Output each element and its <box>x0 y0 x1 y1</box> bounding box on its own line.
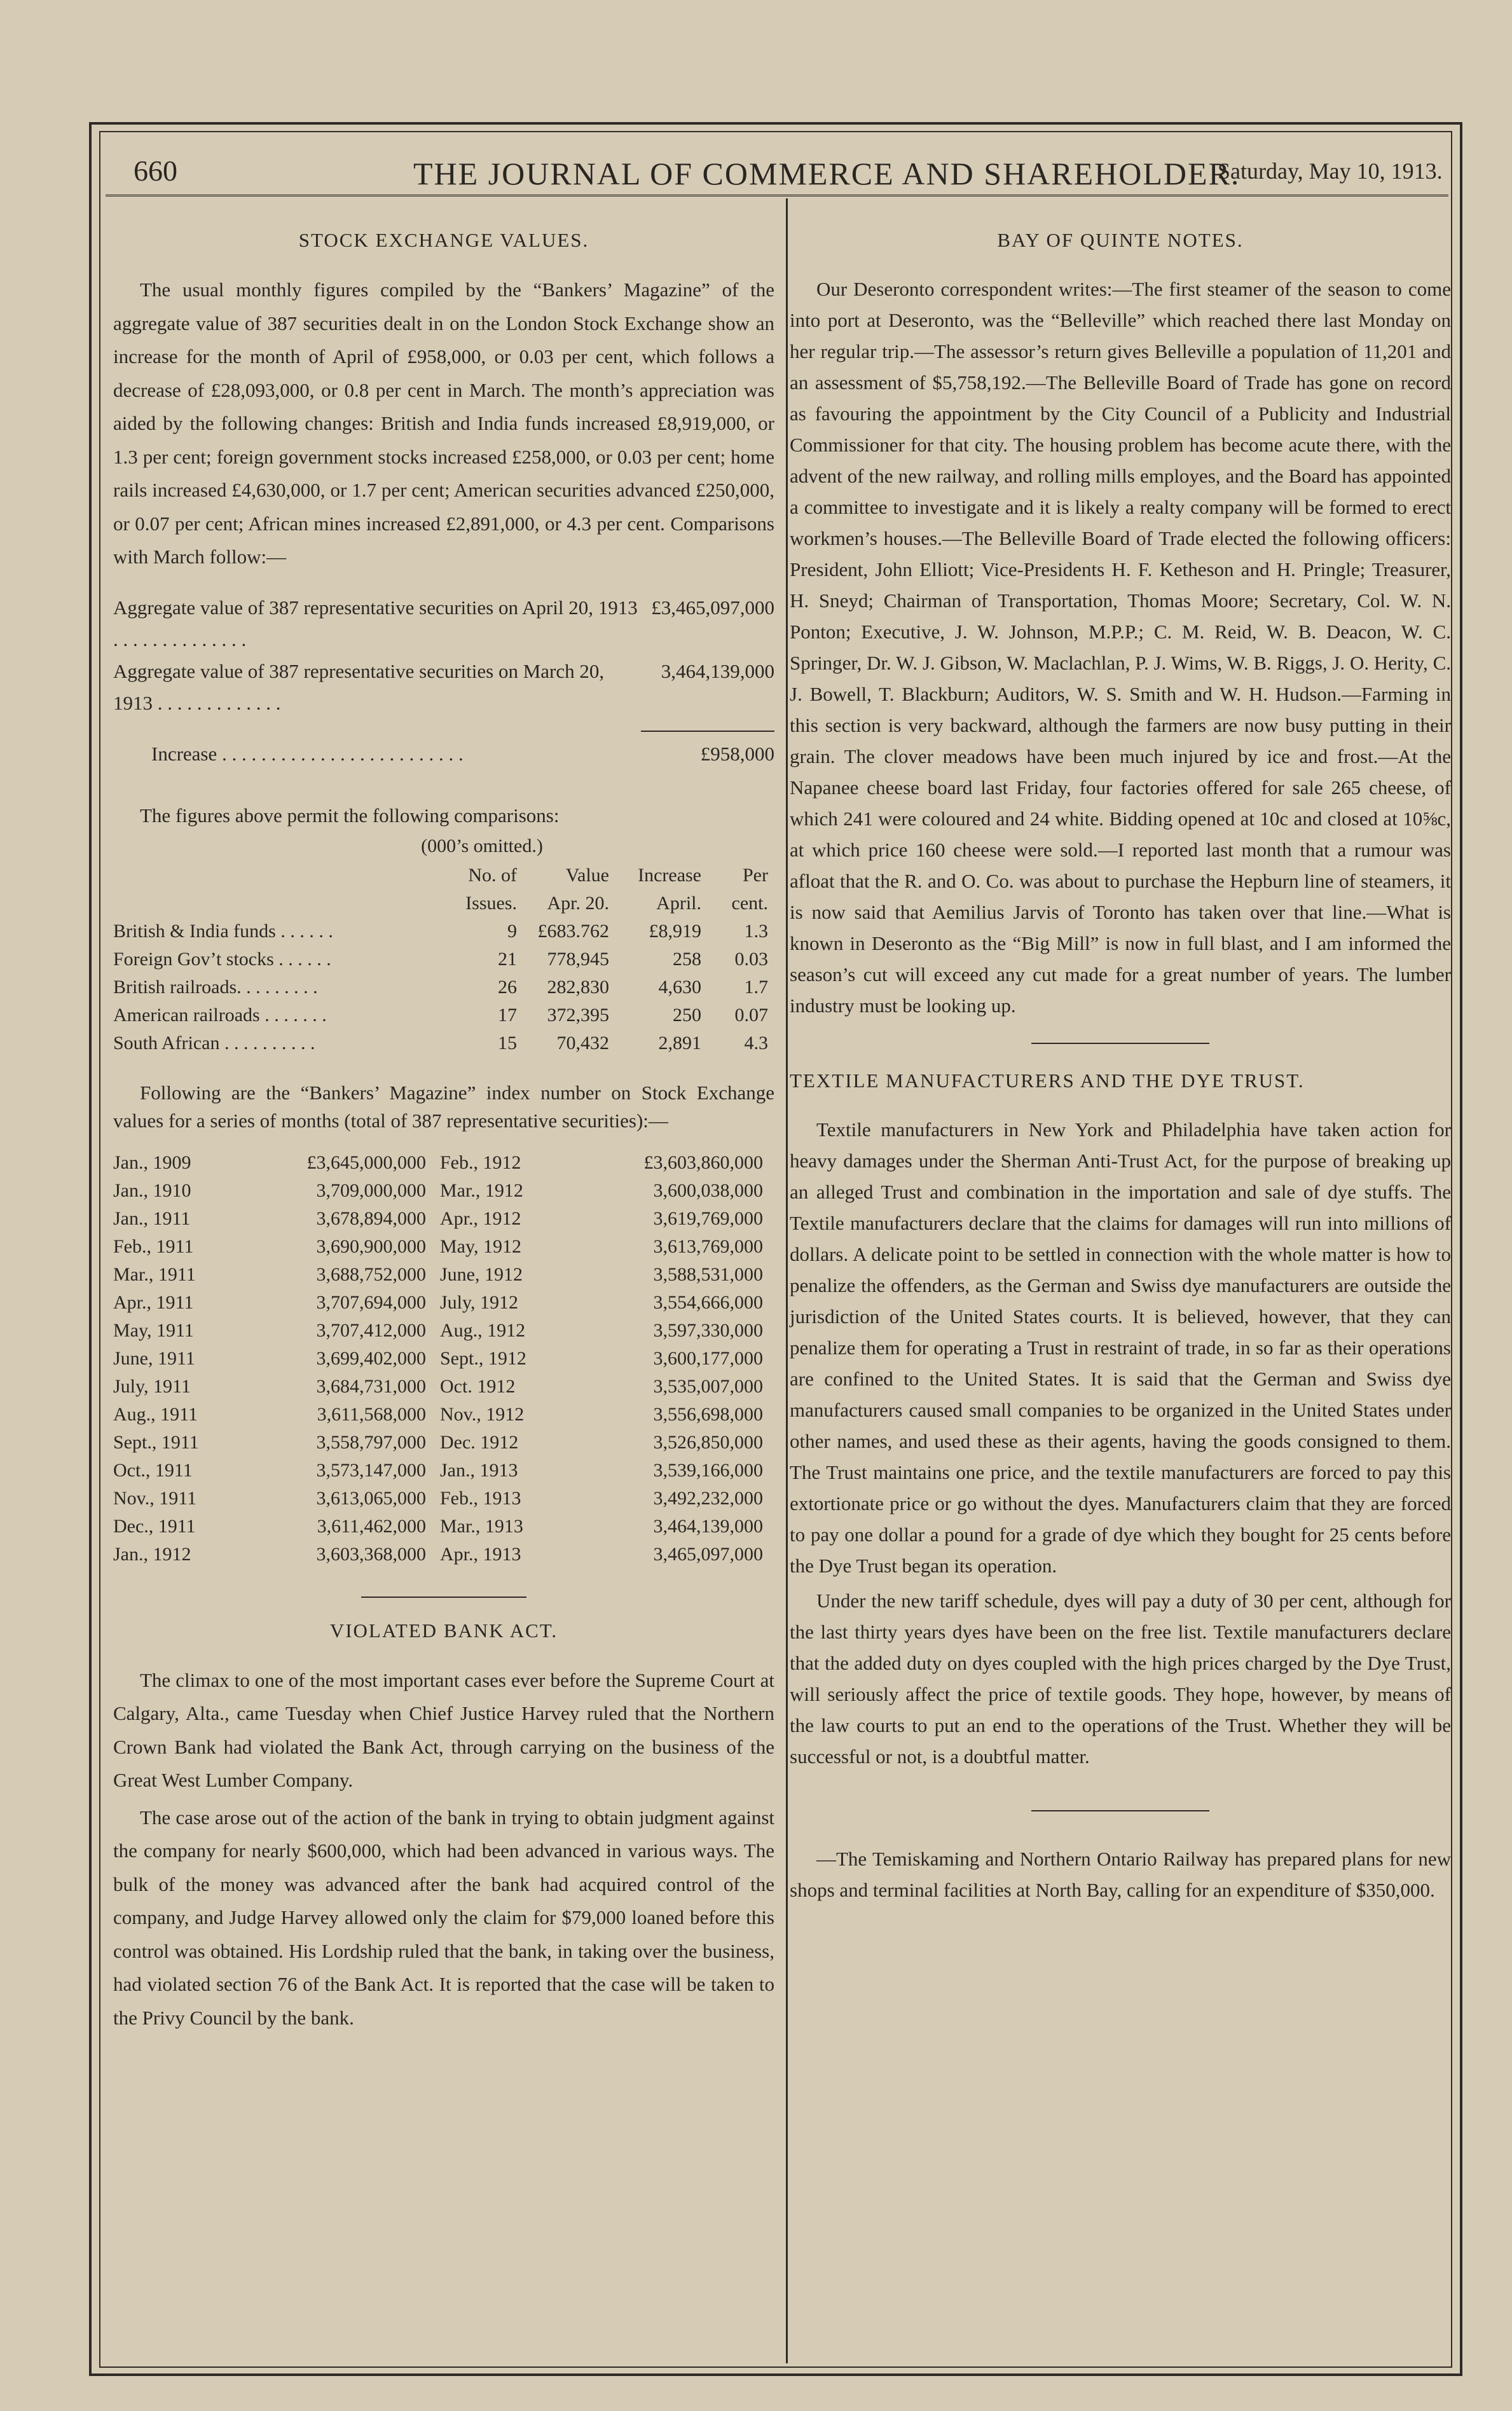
stock-exchange-para-1: The usual monthly figures compiled by the “Bankers’ Magazine” of the aggregate value of 387 securities dealt in on the London Stock Exchange show an increase for the month of April of £958,000, or 0.03 per cent, which follows a decrease of £28,093,000, or 0.8 per cent in March. The month’s appreciation was aided by the following changes: British and India funds increased £8,919,000, or 1.3 per cent; foreign government stocks increased £258,000, or 0.03 per cent; home rails increased £4,630,000, or 1.7 per cent; American securities advanced £250,000, or 0.07 per cent; African mines increased £2,891,000, or 4.3 per cent. Comparisons with March follow:— <box>113 278 774 568</box>
left-column <box>113 216 774 2038</box>
index-value-right: 3,556,698,000 <box>653 1403 763 1425</box>
index-month-right: July, 1912 <box>440 1291 519 1313</box>
col-issues-subheader: Issues. <box>465 892 517 914</box>
row-issues: 17 <box>498 1004 517 1026</box>
table-row <box>113 917 768 945</box>
railway-note: —The Temiskaming and Northern Ontario Railway has prepared plans for new shops and terminal facilities at North Bay, calling for an expenditure of $350,000. <box>790 1848 1451 1901</box>
row-issues: 21 <box>498 948 517 970</box>
section-rule <box>1031 1810 1209 1811</box>
index-table <box>113 1149 768 1569</box>
index-value-left: 3,613,065,000 <box>316 1487 426 1509</box>
table-row <box>113 1429 768 1457</box>
index-month-right: Mar., 1912 <box>440 1179 523 1201</box>
aggregate-march-value: 3,464,139,000 <box>661 659 774 682</box>
bank-act-heading: VIOLATED BANK ACT. <box>329 1619 558 1642</box>
index-value-left: 3,573,147,000 <box>316 1459 426 1481</box>
index-value-left: 3,611,462,000 <box>317 1515 426 1537</box>
bank-act-para-1: The climax to one of the most important cases ever before the Supreme Court at Calgary, Alta., came Tuesday when Chief Justice Harvey ruled that the Northern Crown Bank had violated the Bank Act, through carrying on the business of the Great West Lumber Company. <box>113 1668 774 1791</box>
table-row <box>113 1541 768 1569</box>
index-value-right: £3,603,860,000 <box>643 1151 763 1173</box>
page-number: 660 <box>134 155 177 187</box>
issue-date: Saturday, May 10, 1913. <box>1218 158 1443 184</box>
index-value-right: 3,554,666,000 <box>653 1291 763 1313</box>
table-row <box>113 945 768 973</box>
table-row <box>113 1513 768 1541</box>
aggregate-march <box>113 656 774 719</box>
index-month-left: Oct., 1911 <box>113 1459 193 1481</box>
index-value-right: 3,526,850,000 <box>653 1431 763 1453</box>
index-month-right: Dec. 1912 <box>440 1431 519 1453</box>
row-value: 70,432 <box>556 1032 609 1054</box>
col-increase-header: Increase <box>638 864 701 886</box>
table-row <box>113 1205 768 1233</box>
row-percent: 1.7 <box>744 976 768 998</box>
section-rule <box>361 1597 526 1598</box>
index-month-right: Feb., 1912 <box>440 1151 521 1173</box>
index-month-left: May, 1911 <box>113 1319 194 1341</box>
index-value-left: £3,645,000,000 <box>306 1151 426 1173</box>
increase-value: £958,000 <box>700 742 774 765</box>
stock-exchange-para-3: Following are the “Bankers’ Magazine” index number on Stock Exchange values for a series of months (total of 387 representative securities):— <box>113 1081 774 1132</box>
table-row <box>113 1233 768 1261</box>
index-month-left: Apr., 1911 <box>113 1291 194 1313</box>
index-value-left: 3,688,752,000 <box>316 1263 426 1285</box>
table-row <box>113 1317 768 1345</box>
index-value-left: 3,558,797,000 <box>316 1431 426 1453</box>
row-increase: 2,891 <box>658 1032 701 1054</box>
table-row <box>113 1149 768 1177</box>
comparison-header-row-2 <box>113 890 768 917</box>
row-name: Foreign Gov’t stocks . . . . . . <box>113 948 331 970</box>
row-value: 372,395 <box>547 1004 609 1026</box>
index-month-left: Dec., 1911 <box>113 1515 196 1537</box>
index-value-right: 3,464,139,000 <box>653 1515 763 1537</box>
index-month-right: Feb., 1913 <box>440 1487 521 1509</box>
row-issues: 9 <box>507 920 517 942</box>
index-month-left: Sept., 1911 <box>113 1431 199 1453</box>
index-value-right: 3,613,769,000 <box>653 1235 763 1257</box>
index-month-right: Apr., 1912 <box>440 1207 521 1229</box>
comparison-header-row-1 <box>113 862 768 890</box>
index-value-left: 3,699,402,000 <box>316 1347 426 1369</box>
section-rule <box>1031 1043 1209 1044</box>
index-value-right: 3,539,166,000 <box>653 1459 763 1481</box>
row-percent: 4.3 <box>744 1032 768 1054</box>
journal-title: THE JOURNAL OF COMMERCE AND SHAREHOLDER. <box>413 156 1241 191</box>
table-row <box>113 1001 768 1029</box>
index-value-right: 3,600,177,000 <box>653 1347 763 1369</box>
index-month-left: Jan., 1912 <box>113 1543 191 1565</box>
col-percent-subheader: cent. <box>731 892 768 914</box>
column-rule <box>786 198 788 2363</box>
index-month-right: Apr., 1913 <box>440 1543 521 1565</box>
aggregate-block <box>113 592 774 770</box>
index-value-right: 3,597,330,000 <box>653 1319 763 1341</box>
row-percent: 0.03 <box>734 948 768 970</box>
index-value-right: 3,588,531,000 <box>653 1263 763 1285</box>
index-month-right: May, 1912 <box>440 1235 522 1257</box>
row-value: 282,830 <box>547 976 609 998</box>
index-month-left: Jan., 1910 <box>113 1179 191 1201</box>
index-month-left: June, 1911 <box>113 1347 195 1369</box>
col-increase-subheader: April. <box>656 892 701 914</box>
right-column <box>790 216 1451 1909</box>
aggregate-april <box>113 592 774 656</box>
bank-act-para-2: The case arose out of the action of the bank in trying to obtain judgment against the company for nearly $600,000, which had been advanced in various ways. The bulk of the money was advanced after the bank had acquired control of the company, and Judge Harvey allowed only the claim for $79,000 loaned before this control was obtained. His Lordship ruled that the bank, in taking over the business, had violated section 76 of the Bank Act. It is reported that the case will be taken to the Privy Council by the bank. <box>113 1806 774 2029</box>
index-month-left: Nov., 1911 <box>113 1487 197 1509</box>
col-value-header: Value <box>565 864 609 886</box>
index-month-right: Nov., 1912 <box>440 1403 525 1425</box>
textile-heading: TEXTILE MANUFACTURERS AND THE DYE TRUST. <box>790 1069 1305 1092</box>
page-header <box>127 151 1450 196</box>
stock-exchange-para-2: The figures above permit the following comparisons: <box>140 804 560 827</box>
table-row <box>113 1177 768 1205</box>
row-increase: 258 <box>673 948 701 970</box>
textile-para-1: Textile manufacturers in New York and Philadelphia have taken action for heavy damages under the Sherman Anti-Trust Act, for the purpose of breaking up an alleged Trust and combination in the importation and sale of dye stuffs. The Textile manufacturers declare that the claims for damages will run into millions of dollars. A delicate point to be settled in connection with the whole matter is how to penalize the offenders, as the German and Swiss dye manufacturers are outside the jurisdiction of the United States courts. It is believed, however, that they can penalize them for operating a Trust in restraint of trade, in so far as their operations are confined to the United States. It is said that the German and Swiss dye manufacturers caused small companies to be organized in the United States under other names, and used these as their agents, having the goods consigned to them. The Trust maintains one price, and the textile manufacturers are forced to pay this extortionate price or go without the dyes. Manufacturers claim that they are forced to pay one dollar a pound for a grade of dye which they bought for 25 cents before the Dye Trust began its operation. <box>790 1118 1451 1577</box>
index-value-left: 3,690,900,000 <box>316 1235 426 1257</box>
table-row <box>113 1373 768 1401</box>
stock-exchange-heading: STOCK EXCHANGE VALUES. <box>298 229 589 251</box>
aggregate-march-label: Aggregate value of 387 representative securities on March 20, 1913 . . . . . . . . . . . . . <box>113 659 605 714</box>
comparison-table <box>113 862 768 1057</box>
index-month-right: Jan., 1913 <box>440 1459 518 1481</box>
table-row <box>113 1029 768 1057</box>
index-month-right: Mar., 1913 <box>440 1515 523 1537</box>
row-increase: 250 <box>673 1004 701 1026</box>
index-month-left: Mar., 1911 <box>113 1263 196 1285</box>
row-value: £683.762 <box>537 920 609 942</box>
index-value-left: 3,707,412,000 <box>316 1319 426 1341</box>
row-name: British railroads. . . . . . . . . <box>113 976 318 998</box>
index-value-right: 3,619,769,000 <box>653 1207 763 1229</box>
table-row <box>113 1289 768 1317</box>
col-percent-header: Per <box>743 864 768 886</box>
row-name: British & India funds . . . . . . <box>113 920 333 942</box>
row-value: 778,945 <box>547 948 609 970</box>
index-value-right: 3,465,097,000 <box>653 1543 763 1565</box>
index-month-right: June, 1912 <box>440 1263 523 1285</box>
index-month-right: Oct. 1912 <box>440 1375 516 1397</box>
row-name: American railroads . . . . . . . <box>113 1004 327 1026</box>
index-value-left: 3,684,731,000 <box>316 1375 426 1397</box>
index-month-left: Jan., 1911 <box>113 1207 191 1229</box>
increase-label: Increase . . . . . . . . . . . . . . . . . . . . . . . . . <box>151 742 464 765</box>
index-value-right: 3,600,038,000 <box>653 1179 763 1201</box>
quinte-para-1: Our Deseronto correspondent writes:—The first steamer of the season to come into port at Deseronto, was the “Belleville” which reached there last Monday on her regular trip.—The assessor’s return gives Belleville a population of 11,201 and an assessment of $5,758,192.—The Belleville Board of Trade has gone on record as favouring the appointment by the City Council of a Publicity and Industrial Commissioner for that city. The housing problem has become acute there, with the advent of the new railway, and rolling mills employes, and the Board has appointed a committee to investigate and it is likely a realty company will be formed to erect workmen’s houses.—The Belleville Board of Trade elected the following officers: President, John Elliott; Vice-Presidents H. F. Ketheson and H. Pringle; Treasurer, H. Sneyd; Chairman of Transportation, Thomas Moore; Secretary, Col. W. N. Ponton; Executive, J. W. Johnson, M.P.P.; C. M. Reid, W. B. Deacon, W. C. Springer, Dr. W. J. Gibson, W. Maclachlan, P. J. Wims, W. B. Riggs, J. O. Herity, C. J. Bowell, T. Blackburn; Auditors, W. S. Smith and W. H. Hudson.—Farming in this section is very backward, although the farmers are now busy putting in their grain. The clover meadows have been much injured by ice and frost.—At the Napanee cheese board last Friday, four factories offered for sale 265 cheese, of which 241 were coloured and 24 white. Bidding opened at 10c and closed at 10⅝c, at which price 160 cheese were sold.—I reported last month that a rumour was afloat that the R. and O. Co. was about to purchase the Hepburn line of steamers, it is now said that Aemilius Jarvis of Toronto has taken over that line.—What is known in Deseronto as the “Big Mill” is now in full blast, and I am informed the season’s cut will exceed any cut made for a great number of years. The lumber industry must be looking up. <box>790 278 1451 1017</box>
sum-rule <box>641 731 774 732</box>
table-row <box>113 1401 768 1429</box>
col-value-subheader: Apr. 20. <box>547 892 609 914</box>
row-name: South African . . . . . . . . . . <box>113 1032 315 1054</box>
header-rule <box>106 195 1448 196</box>
col-issues-header: No. of <box>468 864 517 886</box>
row-percent: 1.3 <box>744 920 768 942</box>
table-row <box>113 1457 768 1485</box>
index-value-right: 3,535,007,000 <box>653 1375 763 1397</box>
row-increase: £8,919 <box>649 920 701 942</box>
index-month-right: Aug., 1912 <box>440 1319 526 1341</box>
textile-para-2: Under the new tariff schedule, dyes will pay a duty of 30 per cent, although for the last thirty years dyes have been on the free list. Textile manufacturers declare that the added duty on dyes coupled with the high prices charged by the Dye Trust, will seriously affect the price of textile goods. They hope, however, by means of the law courts to put an end to the operations of the Trust. Whether they will be successful or not, is a doubtful matter. <box>790 1590 1451 1768</box>
index-value-left: 3,707,694,000 <box>316 1291 426 1313</box>
aggregate-april-value: £3,465,097,000 <box>651 596 774 619</box>
index-value-right: 3,492,232,000 <box>653 1487 763 1509</box>
index-month-left: July, 1911 <box>113 1375 191 1397</box>
aggregate-april-label: Aggregate value of 387 representative securities on April 20, 1913 . . . . . . . . . . . . . . <box>113 596 638 650</box>
index-month-left: Feb., 1911 <box>113 1235 194 1257</box>
index-value-left: 3,709,000,000 <box>316 1179 426 1201</box>
row-increase: 4,630 <box>658 976 701 998</box>
increase-row <box>113 738 774 770</box>
table-row <box>113 973 768 1001</box>
index-month-right: Sept., 1912 <box>440 1347 526 1369</box>
index-value-left: 3,603,368,000 <box>316 1543 426 1565</box>
row-issues: 26 <box>498 976 517 998</box>
table-row <box>113 1485 768 1513</box>
quinte-heading: BAY OF QUINTE NOTES. <box>997 229 1244 251</box>
thousands-omitted-note: (000’s omitted.) <box>421 835 543 856</box>
index-month-left: Jan., 1909 <box>113 1151 191 1173</box>
table-row <box>113 1345 768 1373</box>
index-value-left: 3,678,894,000 <box>316 1207 426 1229</box>
index-month-left: Aug., 1911 <box>113 1403 198 1425</box>
row-percent: 0.07 <box>734 1004 768 1026</box>
table-row <box>113 1261 768 1289</box>
index-value-left: 3,611,568,000 <box>317 1403 426 1425</box>
row-issues: 15 <box>498 1032 517 1054</box>
